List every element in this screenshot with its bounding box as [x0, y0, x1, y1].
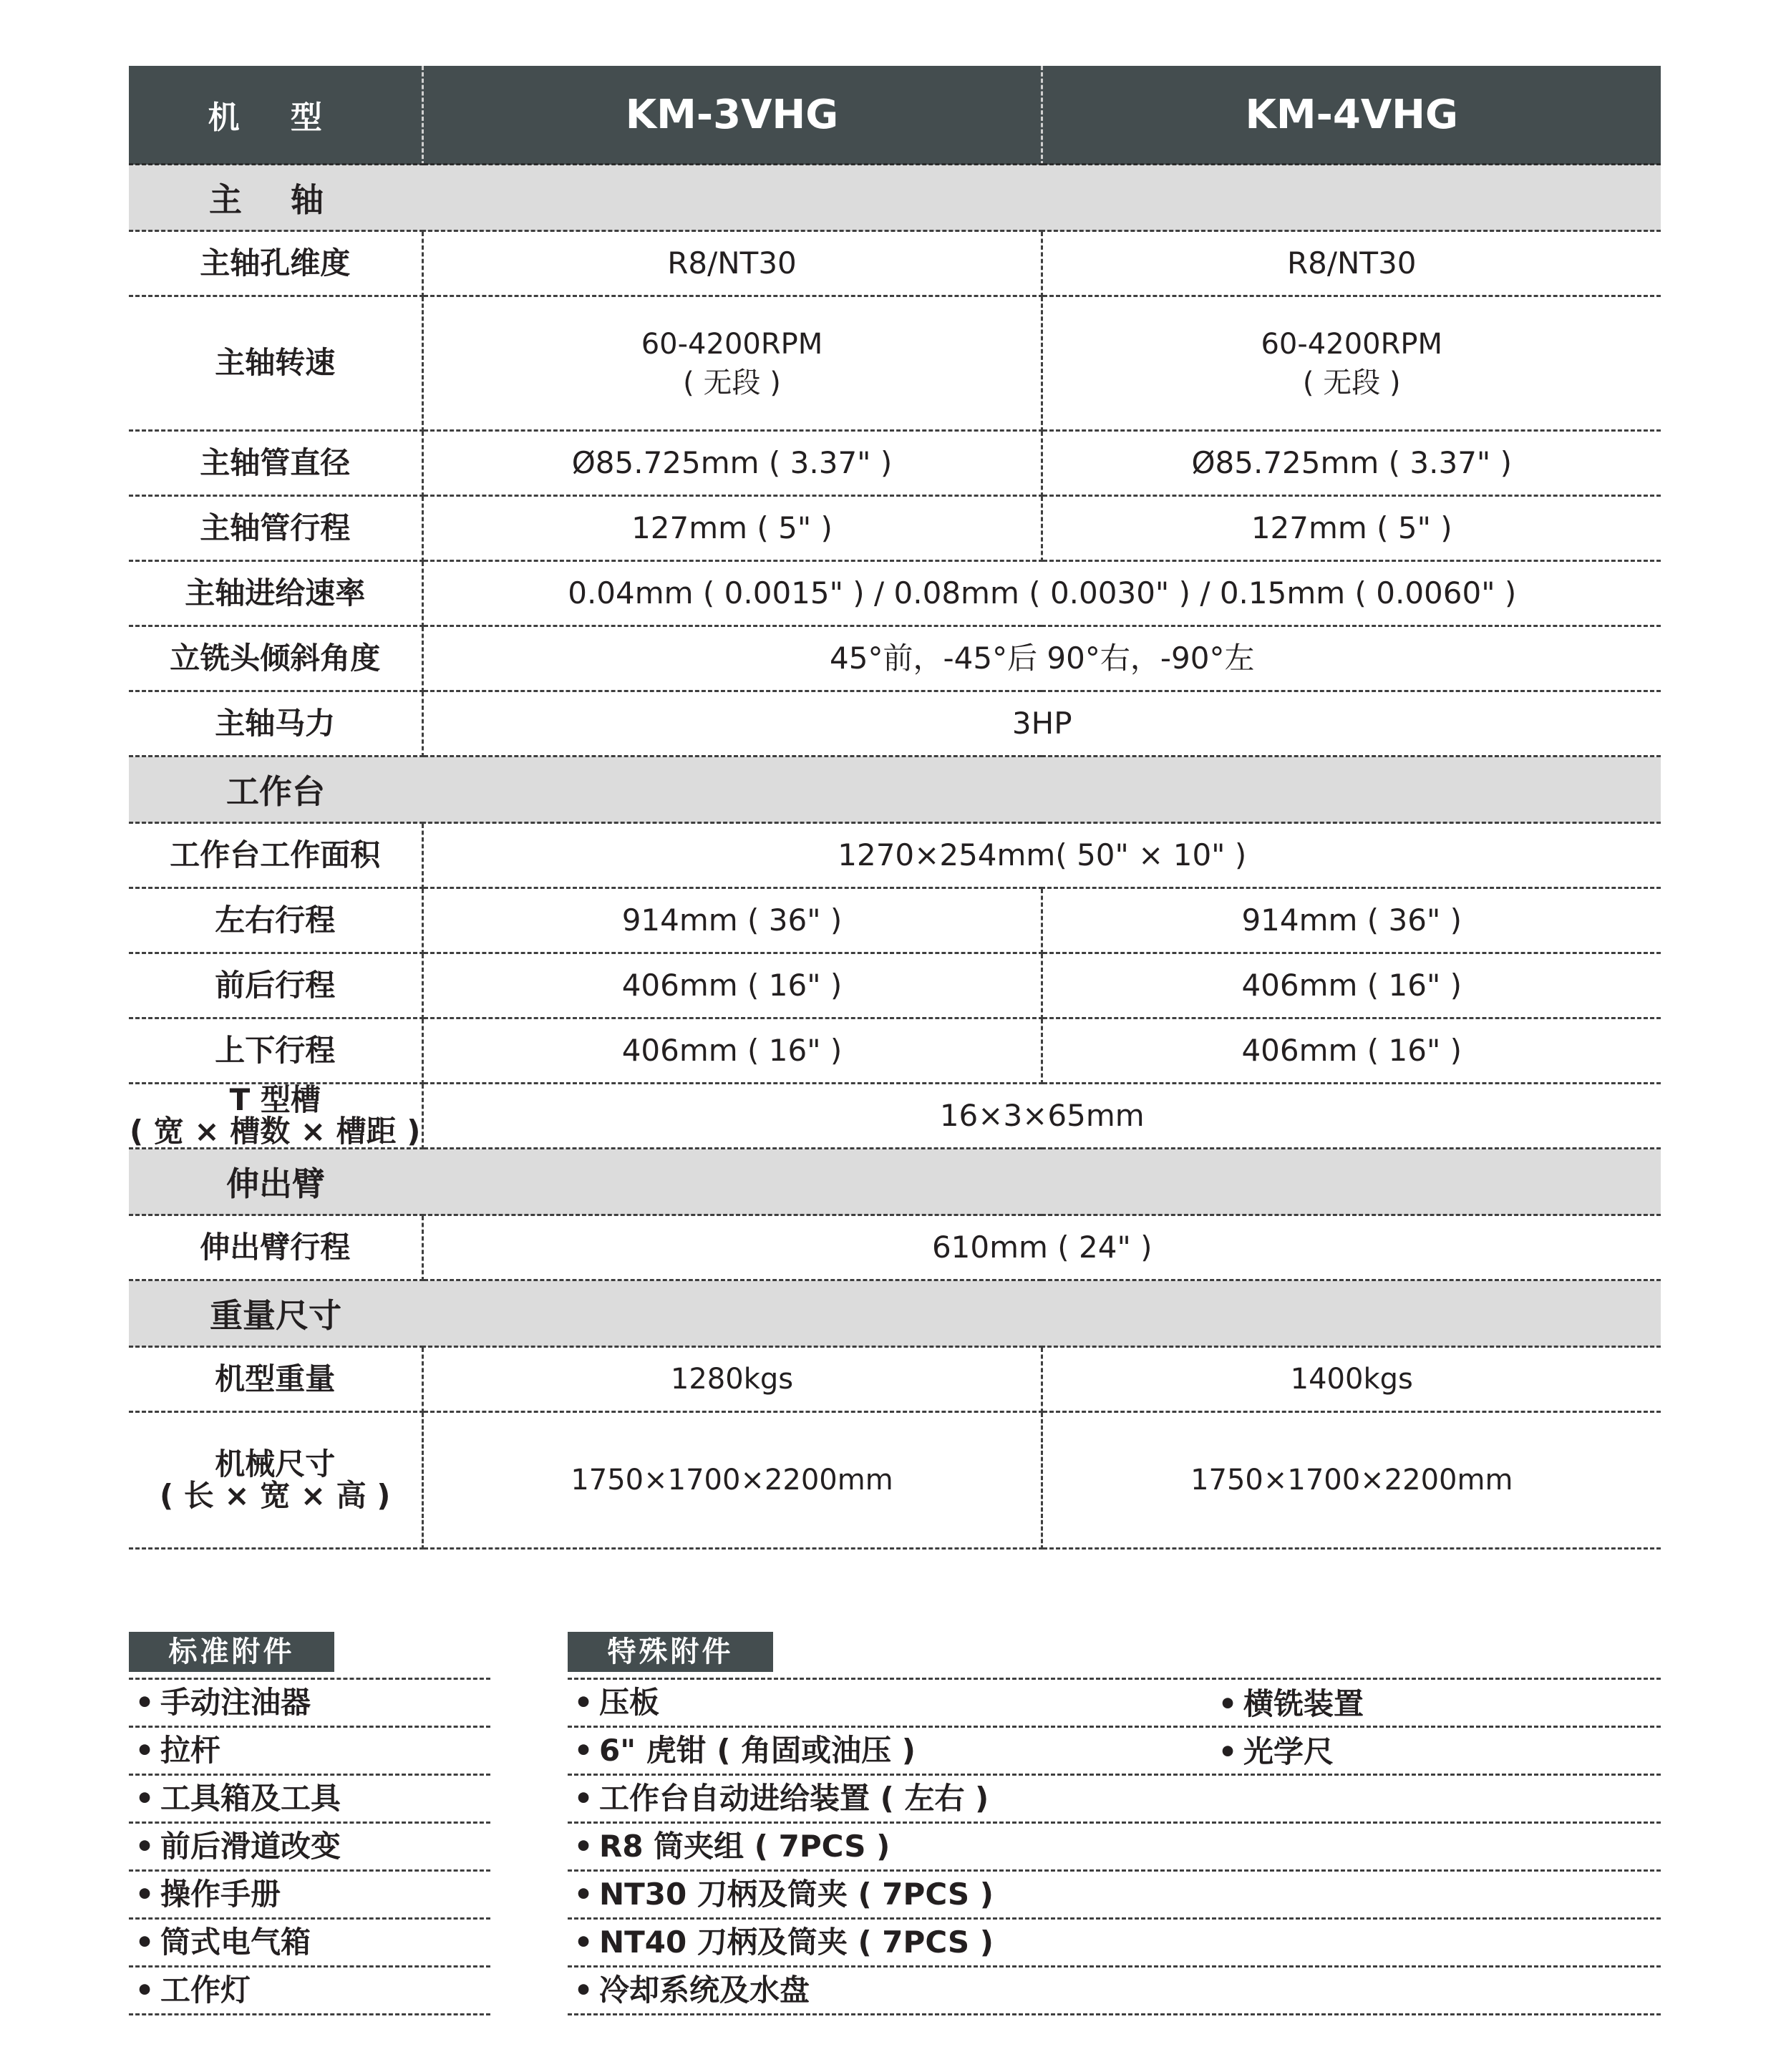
- row-label: [129, 1412, 422, 1549]
- table-row: [129, 888, 1661, 953]
- row-value: Ø85.725mm ( 3.37" ): [422, 431, 1042, 496]
- model-header-km4vhg: KM-4VHG: [1042, 66, 1661, 165]
- list-item: [129, 1872, 490, 1920]
- item-label: 工作灯: [160, 1973, 251, 2008]
- list-item: [129, 1680, 490, 1728]
- list-item: [1212, 1728, 1641, 1776]
- item-label: NT40 刀柄及筒夹 ( 7PCS ): [599, 1925, 994, 1960]
- table-row: [129, 953, 1661, 1018]
- bullet-icon: •: [1218, 1734, 1238, 1769]
- list-item: [129, 1776, 490, 1824]
- optional-accessories-list-right: [1212, 1680, 1641, 1776]
- bullet-icon: •: [573, 1781, 593, 1816]
- row-value: 1270×254mm( 50" × 10" ): [422, 823, 1661, 888]
- table-row: [129, 496, 1661, 561]
- row-value: 1750×1700×2200mm: [1042, 1412, 1661, 1549]
- row-label: 主轴管行程: [129, 496, 422, 561]
- section-spindle: [129, 165, 1661, 231]
- row-label: 主轴马力: [129, 691, 422, 757]
- item-label: 冷却系统及水盘: [599, 1973, 810, 2008]
- item-label: NT30 刀柄及筒夹 ( 7PCS ): [599, 1877, 994, 1912]
- list-item: [129, 1824, 490, 1872]
- row-value: 45°前，-45°后 90°右，-90°左: [422, 626, 1661, 691]
- table-row: [129, 626, 1661, 691]
- value-line: 60-4200RPM: [641, 327, 823, 361]
- item-label: 光学尺: [1243, 1734, 1334, 1769]
- bullet-icon: •: [135, 1733, 155, 1768]
- bullet-icon: •: [135, 1877, 155, 1912]
- row-label: 立铣头倾斜角度: [129, 626, 422, 691]
- row-value: 127mm ( 5" ): [422, 496, 1042, 561]
- row-value: 16×3×65mm: [422, 1084, 1661, 1149]
- row-value: 914mm ( 36" ): [422, 888, 1042, 953]
- row-value: R8/NT30: [1042, 231, 1661, 296]
- row-value: 610mm ( 24" ): [422, 1215, 1661, 1280]
- standard-accessories-list: [129, 1678, 490, 2015]
- bullet-icon: •: [573, 1925, 593, 1960]
- table-row: [129, 231, 1661, 296]
- table-row: [129, 1084, 1661, 1149]
- row-label: 主轴孔维度: [129, 231, 422, 296]
- table-row: [129, 1412, 1661, 1549]
- item-label: 工具箱及工具: [160, 1781, 341, 1816]
- table-row: [129, 431, 1661, 496]
- spec-table: [129, 66, 1661, 1550]
- section-weight: [129, 1280, 1661, 1347]
- row-value: [422, 296, 1042, 431]
- row-value: 1400kgs: [1042, 1347, 1661, 1412]
- header-row: [129, 66, 1661, 165]
- row-value: 406mm ( 16" ): [1042, 953, 1661, 1018]
- table-row: [129, 1347, 1661, 1412]
- bullet-icon: •: [573, 1685, 593, 1720]
- list-item: [568, 1872, 1661, 1920]
- model-header-km3vhg: KM-3VHG: [422, 66, 1042, 165]
- item-label: R8 筒夹组 ( 7PCS ): [599, 1829, 891, 1864]
- item-label: 前后滑道改变: [160, 1829, 341, 1864]
- item-label: 压板: [599, 1685, 660, 1720]
- bullet-icon: •: [573, 1733, 593, 1768]
- standard-accessories-title: 标准附件: [129, 1632, 334, 1672]
- row-value: 127mm ( 5" ): [1042, 496, 1661, 561]
- value-line: 60-4200RPM: [1261, 327, 1443, 361]
- row-label: 主轴转速: [129, 296, 422, 431]
- bullet-icon: •: [135, 1685, 155, 1720]
- bullet-icon: •: [573, 1973, 593, 2008]
- item-label: 筒式电气箱: [160, 1925, 311, 1960]
- row-value: 3HP: [422, 691, 1661, 757]
- row-value: 406mm ( 16" ): [422, 1018, 1042, 1084]
- row-value: 914mm ( 36" ): [1042, 888, 1661, 953]
- section-title: 重量尺寸: [210, 1296, 341, 1336]
- table-row: [129, 1215, 1661, 1280]
- row-label: 左右行程: [129, 888, 422, 953]
- list-item: [568, 1776, 1661, 1824]
- list-item: [129, 1920, 490, 1968]
- bullet-icon: •: [135, 1781, 155, 1816]
- row-value: 1750×1700×2200mm: [422, 1412, 1042, 1549]
- bullet-icon: •: [1218, 1686, 1238, 1721]
- section-ram: [129, 1149, 1661, 1215]
- list-item: [1212, 1680, 1641, 1728]
- row-value: R8/NT30: [422, 231, 1042, 296]
- item-label: 工作台自动进给装置 ( 左右 ): [599, 1781, 989, 1816]
- list-item: [568, 1968, 1661, 2015]
- label-line: 机械尺寸: [215, 1446, 336, 1482]
- list-item: [129, 1968, 490, 2015]
- model-header-label: 机 型: [129, 66, 422, 165]
- row-label: 上下行程: [129, 1018, 422, 1084]
- optional-accessories-title: 特殊附件: [568, 1632, 773, 1672]
- label-line: ( 长 × 宽 × 高 ): [159, 1478, 391, 1514]
- label-line: ( 宽 × 槽数 × 槽距 ): [129, 1114, 421, 1149]
- section-title: 工作台: [226, 772, 325, 811]
- row-label: 主轴进给速率: [129, 561, 422, 626]
- table-row: [129, 823, 1661, 888]
- row-label: 主轴管直径: [129, 431, 422, 496]
- row-label: [129, 1084, 422, 1149]
- value-line: ( 无段 ): [1302, 366, 1401, 399]
- row-label: 伸出臂行程: [129, 1215, 422, 1280]
- list-item: [568, 1920, 1661, 1968]
- bullet-icon: •: [135, 1973, 155, 2008]
- row-label: 工作台工作面积: [129, 823, 422, 888]
- item-label: 操作手册: [160, 1877, 281, 1912]
- value-line: ( 无段 ): [683, 366, 781, 399]
- row-value: 406mm ( 16" ): [422, 953, 1042, 1018]
- row-label: 机型重量: [129, 1347, 422, 1412]
- row-value: Ø85.725mm ( 3.37" ): [1042, 431, 1661, 496]
- item-label: 拉杆: [160, 1733, 221, 1768]
- table-row: [129, 561, 1661, 626]
- row-value: 406mm ( 16" ): [1042, 1018, 1661, 1084]
- section-title: 主 轴: [208, 180, 342, 219]
- bullet-icon: •: [135, 1829, 155, 1864]
- list-item: [568, 1824, 1661, 1872]
- section-title: 伸出臂: [226, 1164, 325, 1204]
- row-value: 0.04mm ( 0.0015" ) / 0.08mm ( 0.0030" ) / 0.15mm ( 0.0060" ): [422, 561, 1661, 626]
- row-label: 前后行程: [129, 953, 422, 1018]
- table-row: [129, 1018, 1661, 1084]
- bullet-icon: •: [573, 1829, 593, 1864]
- table-row: [129, 691, 1661, 757]
- section-table: [129, 757, 1661, 823]
- row-value: 1280kgs: [422, 1347, 1042, 1412]
- list-item: [129, 1728, 490, 1776]
- table-row: [129, 296, 1661, 431]
- bullet-icon: •: [135, 1925, 155, 1960]
- label-line: T 型槽: [229, 1082, 321, 1117]
- bullet-icon: •: [573, 1877, 593, 1912]
- row-value: [1042, 296, 1661, 431]
- item-label: 手动注油器: [160, 1685, 311, 1720]
- item-label: 横铣装置: [1243, 1686, 1364, 1721]
- item-label: 6" 虎钳 ( 角固或油压 ): [599, 1733, 916, 1768]
